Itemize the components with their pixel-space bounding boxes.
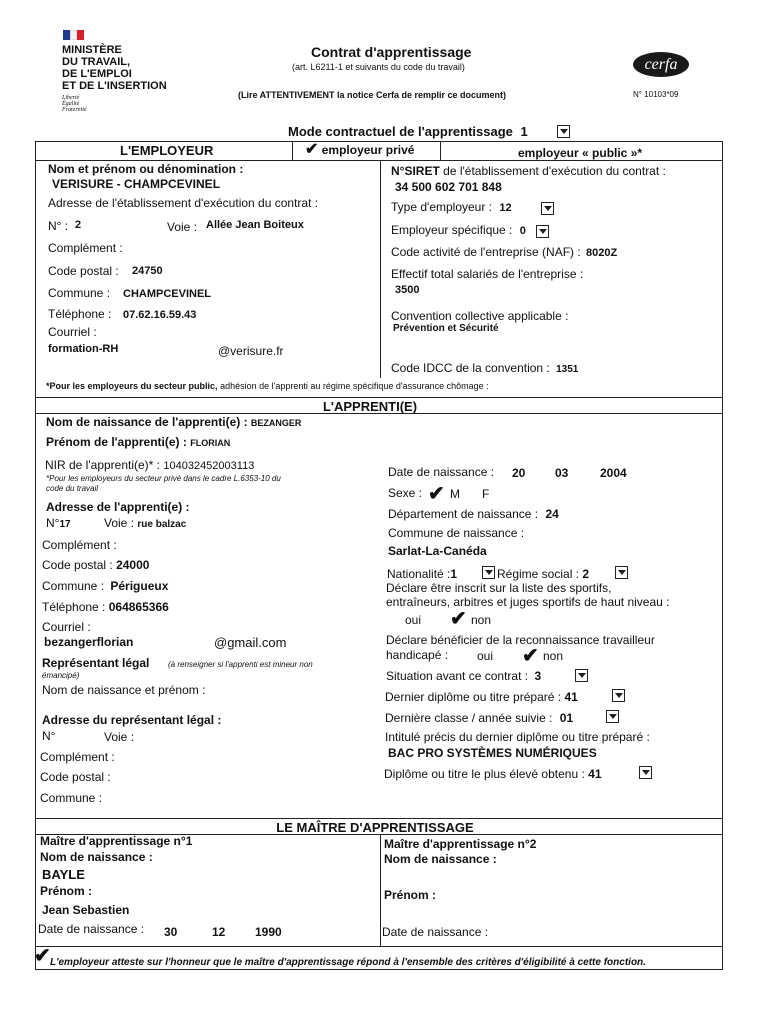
employer-idcc-value: 1351: [556, 364, 579, 375]
employer-staff-label: Effectif total salariés de l'entreprise :: [391, 267, 584, 281]
legal-rep-address-label: Adresse du représentant légal :: [42, 713, 222, 727]
apprentice-voie-value: rue balzac: [137, 519, 187, 530]
employer-email-label: Courriel :: [48, 325, 97, 339]
employer-name-value: VERISURE - CHAMPCEVINEL: [52, 177, 221, 191]
employer-private-option[interactable]: ✔ employeur privé: [305, 141, 415, 158]
apprentice-nir-label: NIR de l'apprenti(e)* : 104032452003113: [45, 458, 255, 472]
situation-dropdown[interactable]: [575, 669, 588, 682]
ministry-logo: MINISTÈRE DU TRAVAIL, DE L'EMPLOI ET DE L'INSERTION: [62, 44, 167, 92]
employer-siret-value: 34 500 602 701 848: [395, 180, 502, 194]
form-notice: (Lire ATTENTIVEMENT la notice Cerfa de remplir ce document): [238, 90, 507, 100]
checkmark-icon: ✔: [305, 141, 319, 158]
employer-postal-label: Code postal :: [48, 264, 119, 278]
apprentice-birthname-value: BEZANGER: [250, 418, 302, 428]
master1-firstname-value: Jean Sebastien: [42, 903, 130, 917]
apprentice-postal-value: 24000: [116, 558, 150, 572]
employer-section-title: L'EMPLOYEUR: [120, 143, 214, 158]
nationality-dropdown[interactable]: [482, 566, 495, 579]
apprentice-email-domain: @gmail.com: [214, 635, 287, 650]
master1-dob-day: 30: [164, 925, 178, 939]
handicap-no-checkmark-icon[interactable]: ✔: [522, 645, 539, 667]
legal-rep-postal-label: Code postal :: [40, 770, 111, 784]
employer-convention-label: Convention collective applicable :: [391, 309, 569, 323]
employer-email-user: formation-RH: [48, 343, 119, 355]
master-section-title: LE MAÎTRE D'APPRENTISSAGE: [276, 820, 474, 835]
employer-num-value: 2: [75, 219, 82, 231]
employer-voie-value: Allée Jean Boiteux: [206, 219, 304, 231]
employer-staff-value: 3500: [395, 284, 420, 296]
highest-diploma-label: Diplôme ou titre le plus élevé obtenu : 41: [384, 767, 602, 781]
legal-rep-voie-label: Voie :: [104, 730, 135, 744]
apprentice-nir-value: 104032452003113: [163, 460, 255, 472]
attestation-checkmark-icon[interactable]: ✔: [34, 945, 51, 967]
athlete-no-checkmark-icon[interactable]: ✔: [450, 608, 467, 630]
apprentice-dob-day: 20: [512, 466, 526, 480]
apprentice-sex-f[interactable]: F: [482, 487, 490, 501]
apprentice-social-label: Régime social : 2: [497, 567, 590, 581]
master2-dob-label: Date de naissance :: [382, 925, 489, 939]
legal-rep-complement-label: Complément :: [40, 750, 115, 764]
diploma-title-value: BAC PRO SYSTÈMES NUMÉRIQUES: [388, 746, 597, 760]
apprentice-email-user: bezangerflorian: [44, 635, 134, 649]
master2-firstname-label: Prénom :: [384, 888, 437, 902]
form-title: Contrat d'apprentissage: [311, 44, 472, 60]
legal-rep-label: Représentant légal: [42, 656, 150, 670]
employer-naf-label: Code activité de l'entreprise (NAF) : 8020Z: [391, 245, 618, 259]
employer-postal-value: 24750: [132, 265, 163, 277]
apprentice-birth-commune-value: Sarlat-La-Canéda: [388, 544, 487, 558]
apprentice-sex-label: Sexe :: [388, 486, 423, 500]
apprentice-nationality-value: 1: [450, 567, 458, 581]
apprentice-num-label: N°17: [46, 516, 71, 530]
athlete-no[interactable]: non: [471, 613, 492, 627]
employer-complement-label: Complément :: [48, 241, 123, 255]
mode-value: 1: [520, 124, 528, 139]
employer-naf-value: 8020Z: [586, 247, 618, 259]
employer-specific-dropdown[interactable]: [536, 225, 549, 238]
apprentice-nationality-label: Nationalité :1: [387, 567, 458, 581]
athlete-yes[interactable]: oui: [405, 613, 422, 627]
employer-idcc-label: Code IDCC de la convention : 1351: [391, 361, 579, 375]
handicap-label: Déclare bénéficier de la reconnaissance travailleur handicapé :: [386, 633, 655, 662]
apprentice-dob-year: 2004: [600, 466, 627, 480]
employer-type-value: 12: [499, 202, 512, 214]
master1-birthname-label: Nom de naissance :: [40, 850, 153, 864]
diploma-title-label: Intitulé précis du dernier diplôme ou titre préparé :: [385, 730, 650, 744]
apprentice-email-label: Courriel :: [42, 620, 91, 634]
athlete-label: Déclare être inscrit sur la liste des sportifs, entraîneurs, arbitres et juges sportifs de haut niveau :: [386, 581, 670, 609]
apprentice-complement-label: Complément :: [42, 538, 117, 552]
mode-dropdown[interactable]: [557, 125, 570, 138]
master1-dob-month: 12: [212, 925, 226, 939]
apprentice-social-value: 2: [582, 567, 590, 581]
legal-rep-num-label: N°: [42, 729, 56, 743]
situation-value: 3: [534, 669, 542, 683]
apprentice-commune-label: Commune : Périgueux: [42, 579, 169, 593]
employer-name-label: Nom et prénom ou dénomination :: [48, 162, 244, 176]
last-class-label: Dernière classe / année suivie : 01: [385, 711, 574, 725]
form-subtitle: (art. L6211-1 et suivants du code du travail): [292, 62, 465, 72]
employer-phone-value: 07.62.16.59.43: [123, 309, 197, 321]
apprentice-nir-note: *Pour les employeurs du secteur privé dans le cadre L.6353-10 du code du travail: [46, 474, 281, 493]
apprentice-dept-value: 24: [545, 507, 559, 521]
apprentice-dept-label: Département de naissance : 24: [388, 507, 559, 521]
legal-rep-note-2: émancipé): [42, 671, 80, 680]
employer-type-dropdown[interactable]: [541, 202, 554, 215]
apprentice-birth-commune-label: Commune de naissance :: [388, 526, 525, 540]
apprentice-dob-label: Date de naissance :: [388, 465, 495, 479]
last-class-dropdown[interactable]: [606, 710, 619, 723]
legal-rep-note: (à renseigner si l'apprenti est mineur non: [168, 660, 313, 669]
employer-commune-value: CHAMPCEVINEL: [123, 288, 212, 300]
last-diploma-label: Dernier diplôme ou titre préparé : 41: [385, 690, 578, 704]
apprentice-phone-label: Téléphone : 064865366: [42, 600, 169, 614]
attestation-text: L'employeur atteste sur l'honneur que le maître d'apprentissage répond à l'ensemble des critères d'éligibilité à cette fonction.: [50, 957, 646, 968]
master1-dob-label: Date de naissance :: [38, 922, 145, 936]
employer-convention-value: Prévention et Sécurité: [393, 323, 499, 334]
sex-m-checkmark-icon[interactable]: ✔: [428, 483, 445, 505]
situation-label: Situation avant ce contrat : 3: [386, 669, 542, 683]
social-regime-dropdown[interactable]: [615, 566, 628, 579]
employer-siret-label: N°SIRET de l'établissement d'exécution du contrat :: [391, 164, 666, 178]
mode-label: Mode contractuel de l'apprentissage 1: [288, 124, 528, 139]
republic-motto: Liberté Égalité Fraternité: [62, 95, 87, 113]
apprentice-commune-value: Périgueux: [110, 579, 169, 593]
employer-public-note: *Pour les employeurs du secteur public, adhésion de l'apprenti au régime spécifique d'assurance chômage :: [46, 381, 489, 391]
master2-title: Maître d'apprentissage n°2: [384, 837, 537, 851]
apprentice-voie-label: Voie : rue balzac: [104, 516, 187, 530]
cerfa-logo: cerfa: [633, 52, 689, 77]
employer-voie-label: Voie :: [167, 220, 198, 234]
employer-commune-label: Commune :: [48, 286, 111, 300]
highest-diploma-value: 41: [588, 767, 602, 781]
legal-rep-name-label: Nom de naissance et prénom :: [42, 683, 206, 697]
master1-firstname-label: Prénom :: [40, 884, 93, 898]
legal-rep-commune-label: Commune :: [40, 791, 103, 805]
apprentice-birthname-label: Nom de naissance de l'apprenti(e) : BEZANGER: [46, 415, 302, 429]
highest-diploma-dropdown[interactable]: [639, 766, 652, 779]
handicap-no[interactable]: non: [543, 649, 564, 663]
employer-type-label: Type d'employeur : 12: [391, 200, 512, 214]
employer-address-label: Adresse de l'établissement d'exécution du contrat :: [48, 196, 319, 210]
apprentice-address-label: Adresse de l'apprenti(e) :: [46, 500, 190, 514]
employer-specific-label: Employeur spécifique : 0: [391, 223, 526, 237]
apprentice-num-value: 17: [59, 519, 71, 530]
last-diploma-dropdown[interactable]: [612, 689, 625, 702]
master1-dob-year: 1990: [255, 925, 282, 939]
master1-title: Maître d'apprentissage n°1: [40, 834, 193, 848]
last-diploma-value: 41: [564, 690, 578, 704]
employer-phone-label: Téléphone :: [48, 307, 112, 321]
apprentice-postal-label: Code postal : 24000: [42, 558, 150, 572]
employer-specific-value: 0: [519, 225, 526, 237]
master2-birthname-label: Nom de naissance :: [384, 852, 497, 866]
apprentice-dob-month: 03: [555, 466, 569, 480]
apprentice-firstname-label: Prénom de l'apprenti(e) : FLORIAN: [46, 435, 231, 449]
cerfa-number: N° 10103*09: [633, 90, 679, 99]
master1-birthname-value: BAYLE: [42, 867, 85, 882]
apprentice-sex-m[interactable]: M: [450, 487, 460, 501]
apprentice-phone-value: 064865366: [108, 600, 169, 614]
apprentice-firstname-value: FLORIAN: [190, 438, 231, 448]
employer-email-domain: @verisure.fr: [218, 344, 284, 358]
last-class-value: 01: [559, 711, 574, 725]
handicap-yes[interactable]: oui: [477, 649, 494, 663]
employer-num-label: N° :: [48, 219, 69, 233]
apprentice-section-title: L'APPRENTI(E): [322, 399, 418, 414]
marianne-flag-icon: [63, 30, 84, 40]
employer-public-option[interactable]: employeur « public »*: [518, 146, 643, 160]
